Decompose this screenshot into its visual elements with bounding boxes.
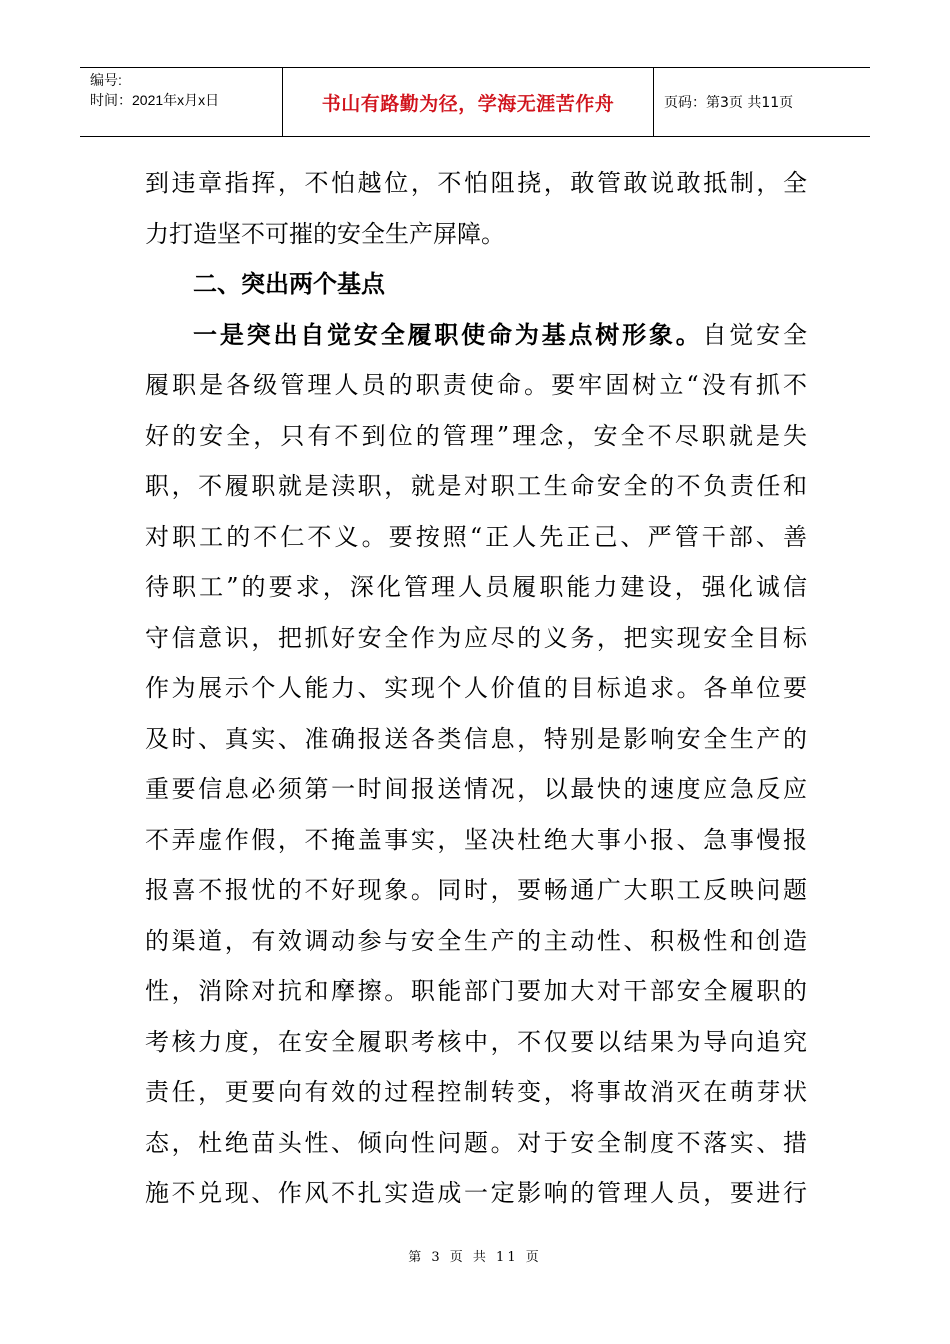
body-line: 履职是各级管理人员的职责使命。要牢固树立“没有抓不 <box>145 371 807 399</box>
paragraph-lead-bold: 一是突出自觉安全履职使命为基点树形象。 <box>193 320 703 349</box>
body-line: 到违章指挥，不怕越位，不怕阻挠，敢管敢说敢抵制，全 <box>145 169 807 197</box>
body-line: 力打造坚不可摧的安全生产屏障。 <box>145 219 505 248</box>
body-line: 及时、真实、准确报送各类信息，特别是影响安全生产的 <box>145 724 807 753</box>
body-line: 报喜不报忧的不好现象。同时，要畅通广大职工反映问题 <box>145 876 807 904</box>
body-line: 性，消除对抗和摩擦。职能部门要加大对干部安全履职的 <box>145 977 807 1005</box>
document-header <box>80 67 870 137</box>
body-line: 考核力度，在安全履职考核中，不仅要以结果为导向追究 <box>145 1027 807 1056</box>
header-page-info: 页码：第3页 共11页 <box>664 95 794 111</box>
paragraph-first-line <box>145 310 807 361</box>
body-line: 守信意识，把抓好安全作为应尽的义务，把实现安全目标 <box>145 623 807 652</box>
body-line: 作为展示个人能力、实现个人价值的目标追求。各单位要 <box>145 674 807 702</box>
body-line: 的渠道，有效调动参与安全生产的主动性、积极性和创造 <box>145 926 807 955</box>
document-time-label: 时间：2021年x月x日 <box>90 92 220 108</box>
header-meta <box>80 68 283 136</box>
document-body <box>145 158 807 1219</box>
body-line: 重要信息必须第一时间报送情况，以最快的速度应急反应 <box>145 775 807 803</box>
section-heading: 二、突出两个基点 <box>193 270 385 298</box>
body-line: 施不兑现、作风不扎实造成一定影响的管理人员，要进行 <box>145 1179 807 1207</box>
body-line: 态，杜绝苗头性、倾向性问题。对于安全制度不落实、措 <box>145 1128 807 1157</box>
body-line: 不弄虚作假，不掩盖事实，坚决杜绝大事小报、急事慢报 <box>145 825 807 854</box>
body-line: 好的安全，只有不到位的管理”理念，安全不尽职就是失 <box>145 421 807 450</box>
page-footer: 第 3 页 共 11 页 <box>408 1250 542 1265</box>
header-motto: 书山有路勤为径，学海无涯苦作舟 <box>283 68 654 136</box>
body-line: 职，不履职就是渎职，就是对职工生命安全的不负责任和 <box>145 472 807 500</box>
body-line: 对职工的不仁不义。要按照“正人先正己、严管干部、善 <box>145 522 807 551</box>
body-line: 责任，更要向有效的过程控制转变，将事故消灭在萌芽状 <box>145 1078 807 1106</box>
document-number-label: 编号: <box>90 72 122 88</box>
body-line: 待职工”的要求，深化管理人员履职能力建设，强化诚信 <box>145 573 807 601</box>
paragraph-lead-rest: 自觉安全 <box>702 320 808 349</box>
